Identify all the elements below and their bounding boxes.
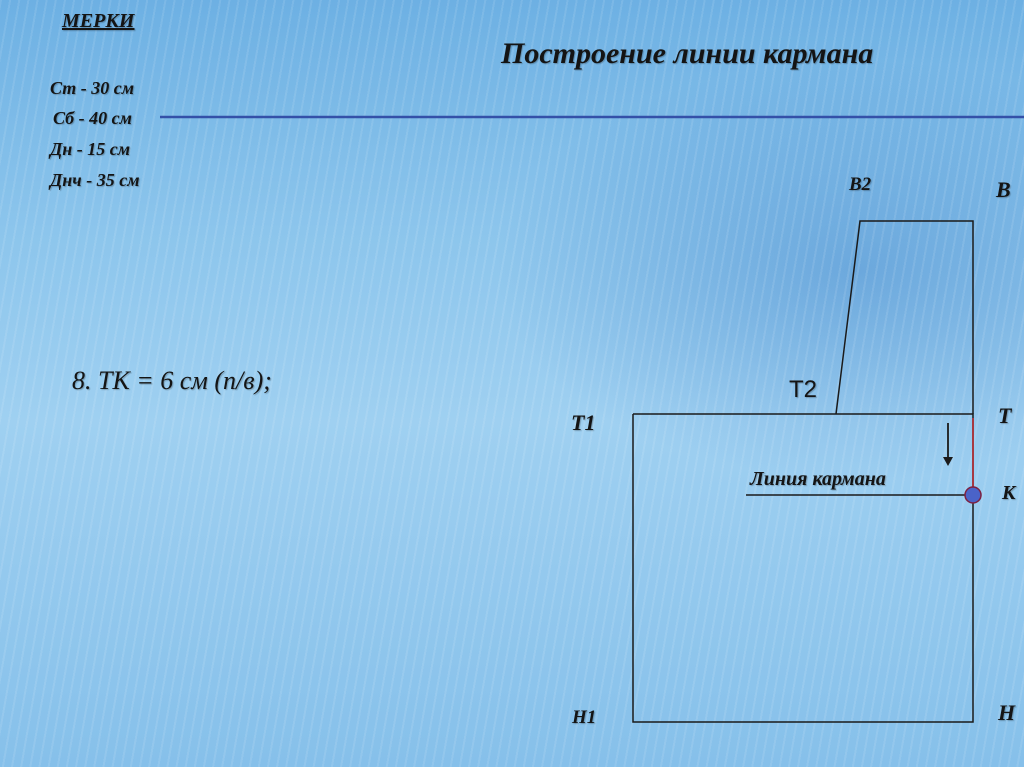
point-label-k: К [1002,482,1016,504]
point-k-marker [965,487,981,503]
construction-step: 8. ТК = 6 см (п/в); [72,366,272,395]
measures-heading: МЕРКИ [62,10,135,32]
point-label-b: В [996,177,1011,202]
point-label-h1: Н1 [572,707,597,728]
measure-st: Ст - 30 см [50,78,135,98]
measure-dn: Дн - 15 см [50,139,131,159]
measure-sb: Сб - 40 см [53,108,132,128]
point-label-b2: В2 [849,174,872,195]
arrow-head-icon [943,457,953,466]
waistband-outline [836,221,973,414]
front-panel-outline [633,414,973,722]
point-label-t1: Т1 [571,410,596,435]
pocket-line-label: Линия кармана [750,468,886,490]
point-label-h: Н [998,700,1016,725]
measure-dnch: Днч - 35 см [50,170,140,190]
point-label-t: Т [998,403,1012,428]
point-label-t2: Т2 [789,376,818,403]
page-title: Построение линии кармана [501,37,874,70]
